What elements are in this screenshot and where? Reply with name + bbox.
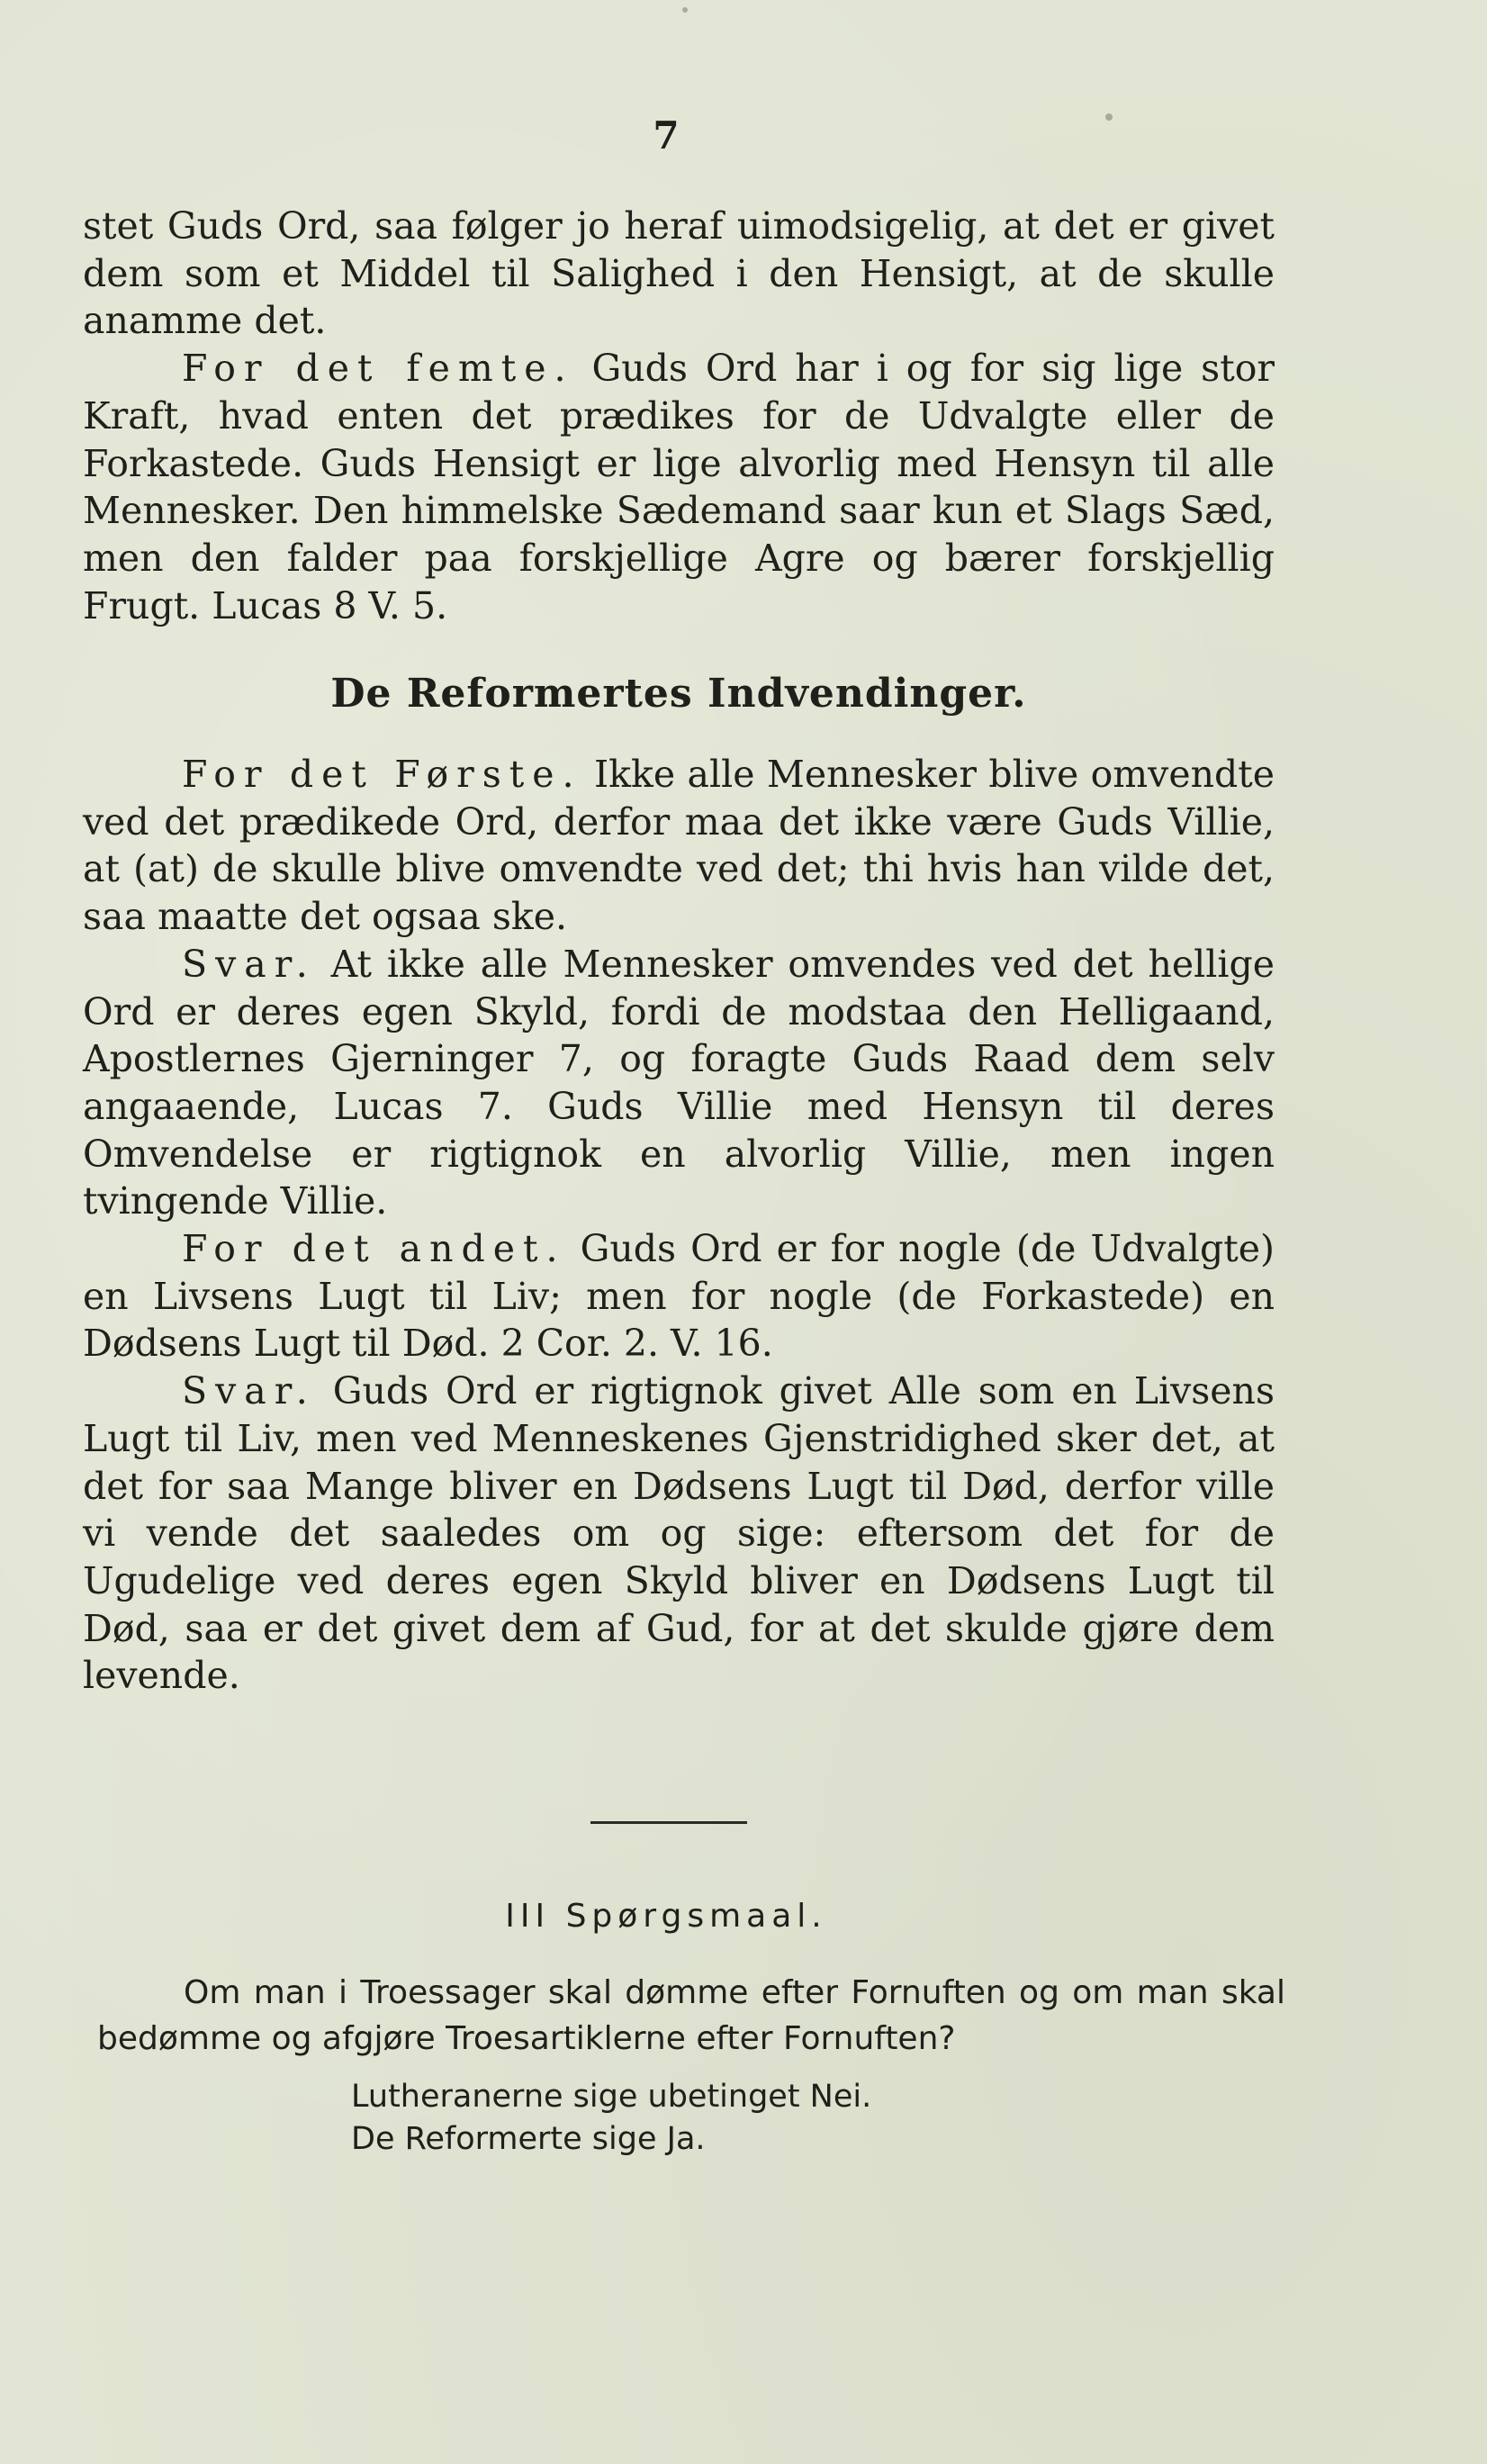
paragraph-text: Guds Ord er for nogle (de Udvalgte) en Livsens Lugt til Liv; men for nogle (de Forkastede) en Dødsens Lugt til Død. 2 Cor. 2. V. 16. (83, 1227, 1275, 1366)
paragraph-text: Guds Ord er rigtignok givet Alle som en Livsens Lugt til Liv, men ved Menneskenes Gjenstridighed sker det, at det for saa Mange bliver en Dødsens Lugt til Død, derfor ville vi vende det saaledes om og sige: eftersom det for de Ugudelige ved deres egen Skyld bliver en Dødsens Lugt til Død, saa er det givet dem af Gud, for at det skulde gjøre dem levende. (83, 1369, 1275, 1698)
divider-rule (590, 1821, 747, 1824)
paragraph-1: stet Guds Ord, saa følger jo heraf uimodsigelig, at det er givet dem som et Middel til Salighed i den Hensigt, at de skulle anamme det. (83, 204, 1275, 343)
answers (351, 2076, 1161, 2161)
answer-lutherans: Lutheranerne sige ubetinget Nei. (351, 2079, 872, 2115)
paragraph-lead: For det femte. (182, 347, 574, 391)
paragraph-5 (83, 1225, 1275, 1367)
paragraph-text: Guds Ord har i og for sig lige stor Kraft, hvad enten det prædikes for de Udvalgte eller de Forkastede. Guds Hensigt er lige alvorlig med Hensyn til alle Mennesker. Den himmelske Sædemand saar kun et Slags Sæd, men den falder paa forskjellige Agre og bærer forskjellig Frugt. Lucas 8 V. 5. (83, 347, 1275, 627)
body-text (83, 203, 1275, 1700)
question-text: Om man i Troessager skal dømme efter Fornuften og om man skal bedømme og afgjøre Troesartiklerne efter Fornuften? (97, 1974, 1285, 2057)
paragraph-lead: Svar. (182, 1369, 316, 1413)
page-number: 7 (653, 113, 680, 158)
section-title: III Spørgsmaal. (505, 1898, 827, 1935)
paragraph-3 (83, 751, 1275, 941)
answer-reformed: De Reformerte sige Ja. (351, 2121, 706, 2157)
paragraph-lead: For det Første. (182, 753, 582, 797)
paragraph-lead: Svar. (182, 942, 316, 986)
paragraph-6 (83, 1367, 1275, 1700)
paragraph-text: At ikke alle Mennesker omvendes ved det hellige Ord er deres egen Skyld, fordi de modstaa den Helligaand, Apostlernes Gjerninger 7, og foragte Guds Raad dem selv angaaende, Lucas 7. Guds Villie med Hensyn til deres Omvendelse er rigtignok en alvorlig Villie, men ingen tvingende Villie. (83, 942, 1275, 1223)
paper-speck (682, 7, 688, 13)
paper-speck (1105, 113, 1113, 121)
paragraph-lead: For det andet. (182, 1227, 566, 1271)
paragraph-2 (83, 345, 1275, 629)
paragraph-4 (83, 941, 1275, 1225)
section-heading: De Reformertes Indvendinger. (330, 671, 1027, 718)
paragraph-text: Ikke alle Mennesker blive omvendte ved det prædikede Ord, derfor maa det ikke være Guds Villie, at (at) de skulle blive omvendte ved det; thi hvis han vilde det, saa maatte det ogsaa ske. (83, 753, 1275, 939)
